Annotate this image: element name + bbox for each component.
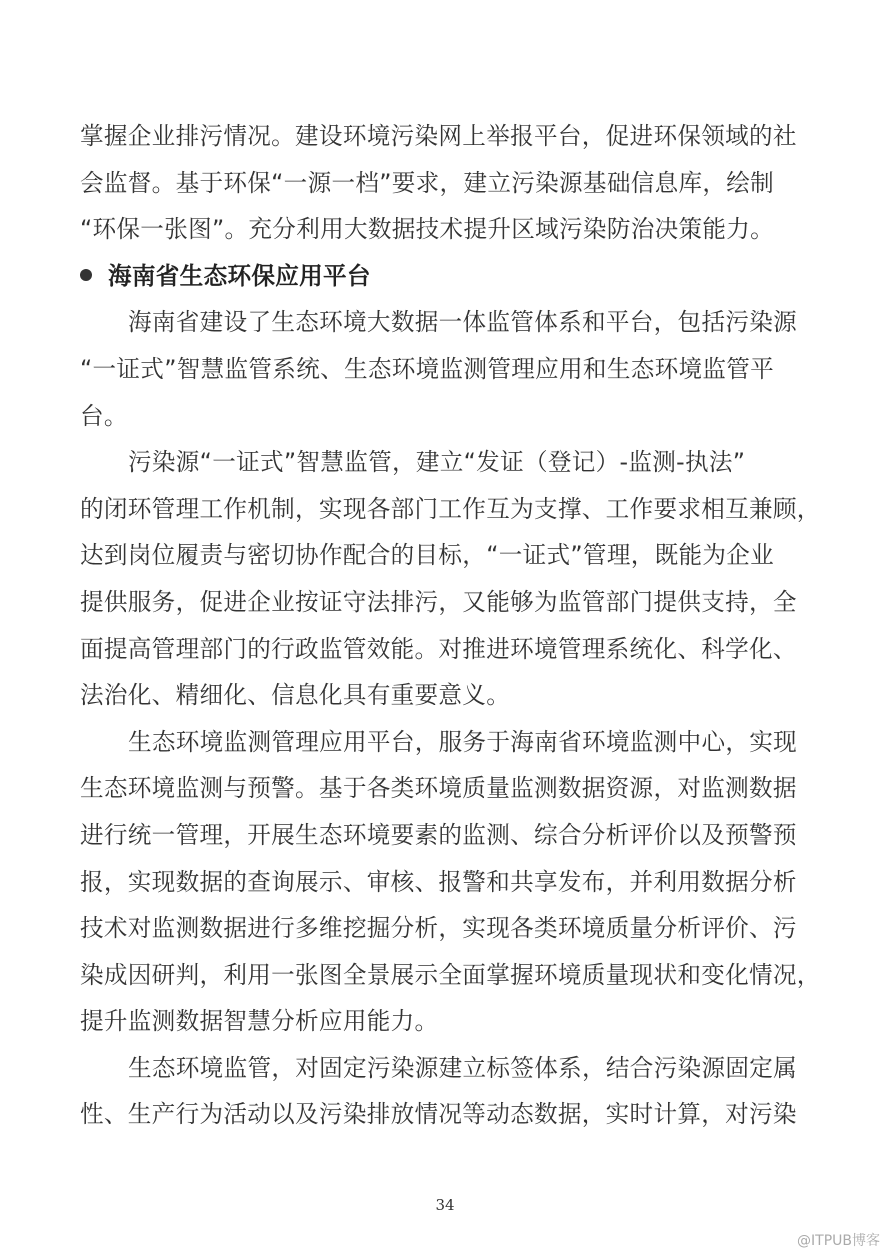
line-text: 性、生产行为活动以及污染排放情况等动态数据，实时计算，对污染 <box>80 1100 797 1129</box>
text-line <box>80 299 802 346</box>
line-text: 达到岗位履责与密切协作配合的目标，“一证式”管理，既能为企业 <box>80 541 775 570</box>
text-line <box>80 206 802 253</box>
line-text: 报，实现数据的查询展示、审核、报警和共享发布，并利用数据分析 <box>80 867 797 896</box>
document-body <box>80 113 821 1138</box>
line-text: “环保一张图”。充分利用大数据技术提升区域污染防治决策能力。 <box>80 215 775 244</box>
text-line <box>80 905 802 952</box>
text-line <box>80 812 802 859</box>
line-text: 面提高管理部门的行政监管效能。对推进环境管理系统化、科学化、 <box>80 634 797 663</box>
text-line <box>80 719 802 766</box>
line-text: 染成因研判，利用一张图全景展示全面掌握环境质量现状和变化情况， <box>80 960 821 989</box>
line-text: 生态环境监测管理应用平台，服务于海南省环境监测中心，实现 <box>128 727 798 756</box>
line-text: 污染源“一证式”智慧监管，建立“发证（登记）-监测-执法” <box>128 448 746 477</box>
text-line <box>80 952 821 999</box>
watermark: @ITPUB博客 <box>797 1233 880 1249</box>
page-number: 34 <box>435 1196 455 1214</box>
text-line <box>80 1091 802 1138</box>
line-text: 海南省建设了生态环境大数据一体监管体系和平台，包括污染源 <box>128 308 798 337</box>
text-line <box>80 765 802 812</box>
text-line <box>80 532 802 579</box>
text-line <box>80 346 802 393</box>
line-text: 台。 <box>80 401 128 430</box>
text-line <box>80 113 802 160</box>
line-text: 进行统一管理，开展生态环境要素的监测、综合分析评价以及预警预 <box>80 820 797 849</box>
paragraph <box>80 439 821 719</box>
line-text: 提供服务，促进企业按证守法排污，又能够为监管部门提供支持，全 <box>80 587 797 616</box>
bullet-icon <box>80 269 92 281</box>
line-text: 海南省生态环保应用平台 <box>108 261 371 290</box>
text-line <box>80 626 802 673</box>
line-text: 的闭环管理工作机制，实现各部门工作互为支撑、工作要求相互兼顾， <box>80 494 821 523</box>
text-line <box>80 160 802 207</box>
line-text: 生态环境监管，对固定污染源建立标签体系，结合污染源固定属 <box>128 1053 798 1082</box>
paragraph <box>80 299 802 439</box>
text-line <box>80 998 802 1045</box>
text-line <box>80 393 802 440</box>
line-text: “一证式”智慧监管系统、生态环境监测管理应用和生态环境监管平 <box>80 354 775 383</box>
line-text: 提升监测数据智慧分析应用能力。 <box>80 1007 439 1036</box>
text-line <box>80 672 802 719</box>
line-text: 技术对监测数据进行多维挖掘分析，实现各类环境质量分析评价、污 <box>80 914 797 943</box>
paragraph <box>80 1045 802 1138</box>
line-text: 掌握企业排污情况。建设环境污染网上举报平台，促进环保领域的社 <box>80 122 797 150</box>
text-line <box>80 859 802 906</box>
section-heading <box>80 253 802 300</box>
paragraph <box>80 113 802 253</box>
line-text: 生态环境监测与预警。基于各类环境质量监测数据资源，对监测数据 <box>80 774 797 803</box>
paragraph <box>80 719 821 1045</box>
heading-line <box>80 253 802 300</box>
line-text: 会监督。基于环保“一源一档”要求，建立污染源基础信息库，绘制 <box>80 168 775 197</box>
line-text: 法治化、精细化、信息化具有重要意义。 <box>80 681 511 710</box>
text-line <box>80 439 802 486</box>
text-line <box>80 1045 802 1092</box>
text-line <box>80 579 802 626</box>
text-line <box>80 486 821 533</box>
